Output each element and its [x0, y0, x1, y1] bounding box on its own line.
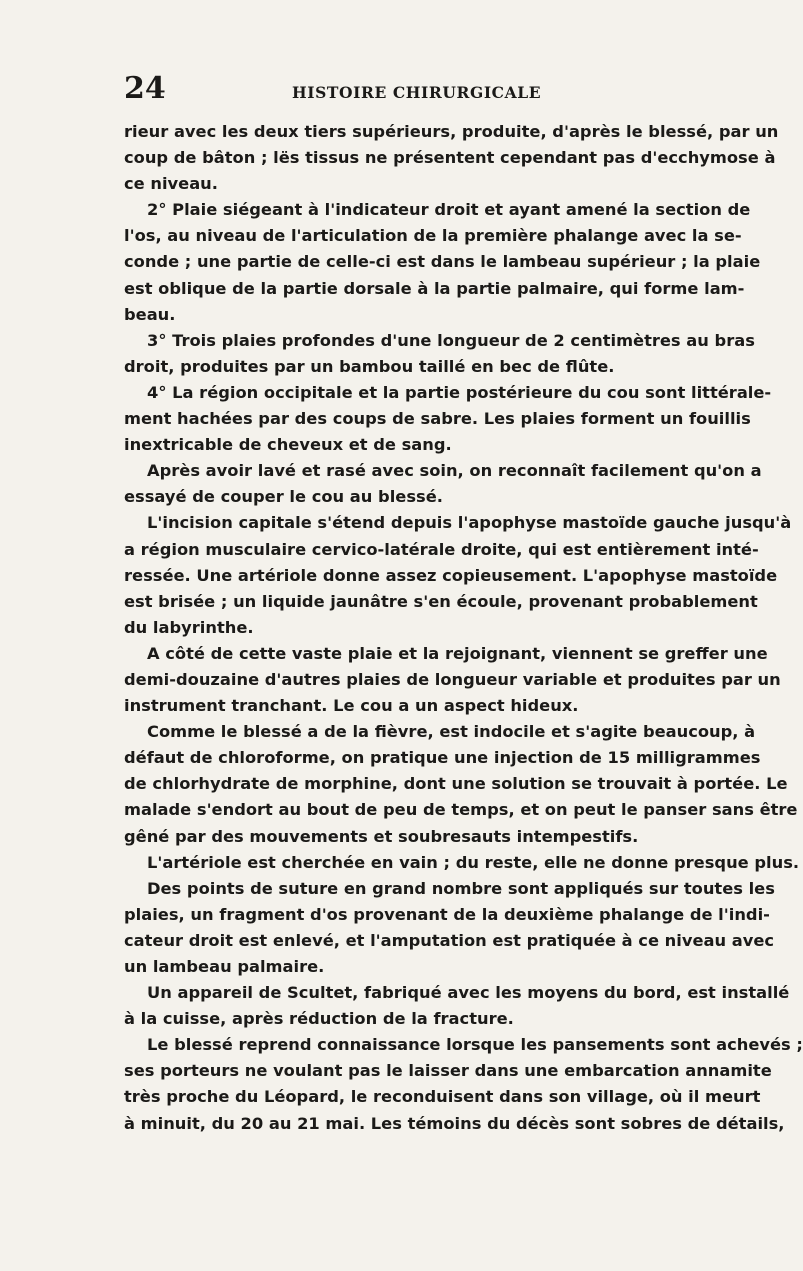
text-line: Un appareil de Scultet, fabriqué avec les moyens du bord, est installé	[147, 983, 790, 1003]
text-line: cateur droit est enlevé, et l'amputation est pratiquée à ce niveau avec	[124, 930, 775, 950]
text-line: plaies, un fragment d'os provenant de la deuxième phalange de l'indi-	[124, 904, 770, 924]
text-line: ressée. Une artériole donne assez copieusement. L'apophyse mastoïde	[124, 565, 778, 585]
text-line: un lambeau palmaire.	[124, 957, 325, 976]
text-line: défaut de chloroforme, on pratique une injection de 15 milligrammes	[124, 748, 761, 768]
text-line: est oblique de la partie dorsale à la partie palmaire, qui forme lam-	[124, 278, 745, 298]
text-line: coup de bâton ; lës tissus ne présentent cependant pas d'ecchymose à	[124, 148, 776, 168]
page-header	[124, 72, 708, 112]
text-line: inextricable de cheveux et de sang.	[124, 435, 452, 455]
text-line: à la cuisse, après réduction de la fracture.	[124, 1009, 514, 1029]
text-line: très proche du Léopard, le reconduisent dans son village, où il meurt	[124, 1087, 761, 1107]
body-text	[124, 119, 803, 1137]
text-line: L'incision capitale s'étend depuis l'apophyse mastoïde gauche jusqu'à	[147, 513, 792, 533]
text-line: instrument tranchant. Le cou a un aspect hideux.	[124, 696, 579, 716]
text-line: 3° Trois plaies profondes d'une longueur de 2 centimètres au bras	[147, 330, 755, 350]
text-line: ment hachées par des coups de sabre. Les plaies forment un fouillis	[124, 409, 751, 429]
text-line: 4° La région occipitale et la partie postérieure du cou sont littérale-	[147, 382, 772, 402]
text-line: Après avoir lavé et rasé avec soin, on reconnaît facilement qu'on a	[147, 461, 762, 481]
text-line: A côté de cette vaste plaie et la rejoignant, viennent se greffer une	[147, 643, 768, 663]
text-line: ce niveau.	[124, 174, 218, 194]
text-line: malade s'endort au bout de peu de temps, et on peut le panser sans être	[124, 800, 798, 820]
page-number: 24	[124, 71, 166, 106]
text-line: 2° Plaie siégeant à l'indicateur droit et ayant amené la section de	[147, 200, 751, 220]
text-line: rieur avec les deux tiers supérieurs, produite, d'après le blessé, par un	[124, 122, 779, 141]
text-line: gêné par des mouvements et soubresauts intempestifs.	[124, 826, 639, 846]
text-line: essayé de couper le cou au blessé.	[124, 487, 443, 507]
text-line: Comme le blessé a de la fièvre, est indocile et s'agite beaucoup, à	[147, 722, 756, 742]
text-line: est brisée ; un liquide jaunâtre s'en écoule, provenant probablement	[124, 591, 758, 611]
text-line: a région musculaire cervico-latérale droite, qui est entièrement inté-	[124, 539, 759, 559]
text-line: Le blessé reprend connaissance lorsque les pansements sont achevés ;	[147, 1035, 803, 1055]
running-title: HISTOIRE CHIRURGICALE	[292, 83, 542, 102]
text-line: demi-douzaine d'autres plaies de longueur variable et produites par un	[124, 669, 781, 689]
text-line: droit, produites par un bambou taillé en bec de flûte.	[124, 356, 615, 376]
text-line: l'os, au niveau de l'articulation de la première phalange avec la se-	[124, 226, 742, 246]
text-line: L'artériole est cherchée en vain ; du reste, elle ne donne presque plus.	[147, 852, 800, 872]
text-line: de chlorhydrate de morphine, dont une solution se trouvait à portée. Le	[124, 774, 788, 794]
text-line: Des points de suture en grand nombre sont appliqués sur toutes les	[147, 878, 775, 898]
text-line: beau.	[124, 304, 176, 324]
text-line: du labyrinthe.	[124, 617, 254, 637]
text-line: conde ; une partie de celle-ci est dans le lambeau supérieur ; la plaie	[124, 252, 761, 272]
text-line: ses porteurs ne voulant pas le laisser dans une embarcation annamite	[124, 1061, 772, 1081]
text-line: à minuit, du 20 au 21 mai. Les témoins du décès sont sobres de détails,	[124, 1113, 785, 1133]
